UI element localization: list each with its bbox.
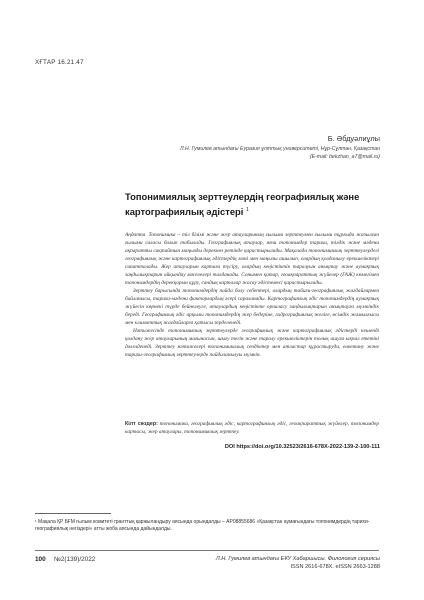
title-line-2: картографиялық әдістері $^1$ — [125, 205, 249, 217]
journal-name: Л.Н. Гумилев атындағы ЕҰУ Хабаршысы. Филология сериясы — [215, 556, 380, 562]
affiliation-email: (E-mail: bekzhan_a7@mail.ru) — [309, 154, 380, 160]
abstract-paragraph-2: Зерттеу барысында топонимдердің пайда болу себептері, олардың табиғи-географиялық жағдайлармен байланысы, тарихи-мәдени факторлардың әсері сараланады. Картографиялық әдіс топонимдердің аумақтық жүйесін көрнекі түрде бейнелеуге, атаулардың кеңістікте орналасу заңдылықтарын анықтауға мүмкіндік береді. Географиялық әдіс арқылы топонимдердің жер бедеріне, гидрографиялық желіге, өсімдік жамылғысы мен климаттық жағдайларға қатысы зерделенеді. — [125, 288, 379, 326]
journal-info — [180, 555, 380, 571]
title-line-1: Топонимиялық зерттеулердің географиялық және — [125, 191, 360, 202]
journal-issn: ISSN 2616-678X. eISSN 2663-1288 — [290, 564, 380, 570]
doi-link[interactable]: https://doi.org/10.32523/2616-678X-2022-139-2-100-111 — [236, 444, 380, 450]
abstract — [125, 231, 379, 359]
title-footnote-mark: 1 — [245, 206, 249, 213]
footnote-divider — [35, 513, 111, 514]
footnote: ¹ Мақала ҚР БҒМ ғылым комитеті гранттық қаржыландыру аясында орындалды – AP08855686 «Қазақстан аумағындағы топонимдердің тарихи-географиялық негіздері» атты жоба аясында дайындалды. — [35, 519, 370, 533]
abstract-paragraph-1 — [125, 231, 379, 287]
footer-divider — [35, 550, 379, 551]
page-number: 100 — [35, 556, 46, 563]
issue-number: №2(139)/2022 — [54, 556, 96, 563]
affiliation — [150, 145, 380, 161]
doi-label: DOI — [224, 444, 235, 450]
abstract-text-1: Аңдатпа. Топонимика – тіл білімі және жер атауларының ғылыми зерттеумен ғылыми тұрғыда жазылған ғылыми саласы болып табылады. Географиялық атаулар, яғни топонимдер тарихи, тілдік және мәдени ақпаратты сақтайтын маңызды дереккөз ретінде қарастырылады. Мақалада топонимиялық зерттеулердегі географиялық және картографиялық әдістердің мәні мен маңызы ашылып, олардың қолданылу ерекшеліктері сипатталады. Жер атауларын картаға түсіру, олардың кеңістіктік таралуын анықтау және аумақтық заңдылықтарын айқындау мәселелері талданады. Сонымен қатар, геоақпараттық жүйелер (ГАЖ) көмегімен топонимдердің дерекқорын құру, сандық карталар жасау әдістемесі қарастырылады. — [125, 232, 379, 286]
abstract-paragraph-3: Нәтижесінде топонимиялық зерттеулерде географиялық және картографиялық әдістерді кешенді қолдану жер атауларының мағынасын, шығу тегін және таралу ерекшеліктерін толық ашуға ықпал ететіні дәлелденеді. Зерттеу нәтижелері топонимикалық сөздіктер мен атластар құрастыруда, өлкетану және тарихи-географиялық зерттеулерде пайдаланылуы мүмкін. — [125, 328, 379, 358]
classification-code: ХҒТАР 16.21.47 — [35, 59, 84, 66]
doi-line — [225, 444, 380, 450]
keywords-text: топонимика, географиялық әдіс, картографиялық әдіс, геоақпараттық жүйелер, топонимдер картасы, жер атаулары, топонимиялық зерттеу. — [125, 421, 380, 435]
keywords-label: Кілт сөздер: — [125, 421, 158, 427]
author-name: Б. Әбдуәлиұлы — [327, 134, 380, 143]
affiliation-university: Л.Н. Гумилев атындағы Еуразия ұлттық университеті, Нұр-Сұлтан, Қазақстан — [179, 146, 380, 152]
article-title — [125, 191, 365, 218]
keywords — [125, 420, 379, 436]
